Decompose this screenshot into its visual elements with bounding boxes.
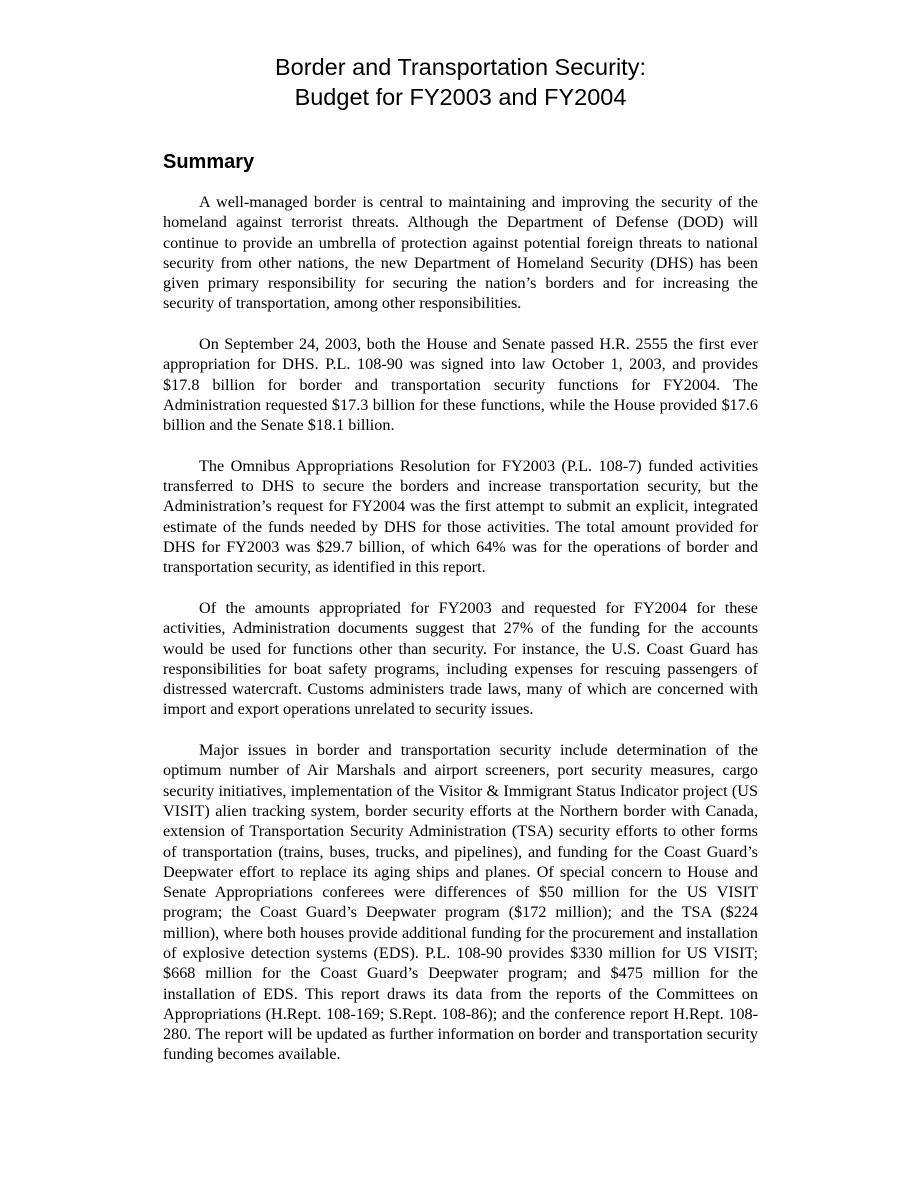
summary-paragraph-2: On September 24, 2003, both the House and Senate passed H.R. 2555 the first ever appropriation for DHS. P.L. 108-90 was signed into law October 1, 2003, and provides $17.8 billion for border and transportation security functions for FY2004. The Administration requested $17.3 billion for these functions, while the House provided $17.6 billion and the Senate $18.1 billion. bbox=[163, 335, 758, 435]
document-title bbox=[163, 52, 758, 112]
summary-paragraph-3: The Omnibus Appropriations Resolution for FY2003 (P.L. 108-7) funded activities transferred to DHS to secure the borders and increase transportation security, but the Administration’s request for FY2004 was the first attempt to submit an explicit, integrated estimate of the funds needed by DHS for those activities. The total amount provided for DHS for FY2003 was $29.7 billion, of which 64% was for the operations of border and transportation security, as identified in this report. bbox=[163, 456, 758, 577]
summary-heading: Summary bbox=[163, 151, 255, 173]
summary-paragraph-4: Of the amounts appropriated for FY2003 and requested for FY2004 for these activities, Administration documents suggest that 27% of the funding for the accounts would be used for functions other than security. For instance, the U.S. Coast Guard has responsibilities for boat safety programs, including expenses for rescuing passengers of distressed watercraft. Customs administers trade laws, many of which are concerned with import and export operations unrelated to security issues. bbox=[163, 598, 758, 719]
title-line-1: Border and Transportation Security: bbox=[275, 54, 646, 80]
summary-paragraph-5: Major issues in border and transportation security include determination of the optimum number of Air Marshals and airport screeners, port security measures, cargo security initiatives, implementation of the Visitor & Immigrant Status Indicator project (US VISIT) alien tracking system, border security efforts at the Northern border with Canada, extension of Transportation Security Administration (TSA) security efforts to other forms of transportation (trains, buses, trucks, and pipelines), and funding for the Coast Guard’s Deepwater effort to replace its aging ships and planes. Of special concern to House and Senate Appropriations conferees were differences of $50 million for the US VISIT program; the Coast Guard’s Deepwater program ($172 million); and the TSA ($224 million), where both houses provide additional funding for the procurement and installation of explosive detection systems (EDS). P.L. 108-90 provides $330 million for US VISIT; $668 million for the Coast Guard’s Deepwater program; and $475 million for the installation of EDS. This report draws its data from the reports of the Committees on Appropriations (H.Rept. 108-169; S.Rept. 108-86); and the conference report H.Rept. 108-280. The report will be updated as further information on border and transportation security funding becomes available. bbox=[163, 741, 758, 1064]
document-page bbox=[163, 52, 758, 1065]
summary-paragraph-1: A well-managed border is central to maintaining and improving the security of the homeland against terrorist threats. Although the Department of Defense (DOD) will continue to provide an umbrella of protection against potential foreign threats to national security from other nations, the new Department of Homeland Security (DHS) has been given primary responsibility for securing the nation’s borders and for increasing the security of transportation, among other responsibilities. bbox=[163, 193, 758, 313]
title-line-2: Budget for FY2003 and FY2004 bbox=[294, 84, 627, 110]
